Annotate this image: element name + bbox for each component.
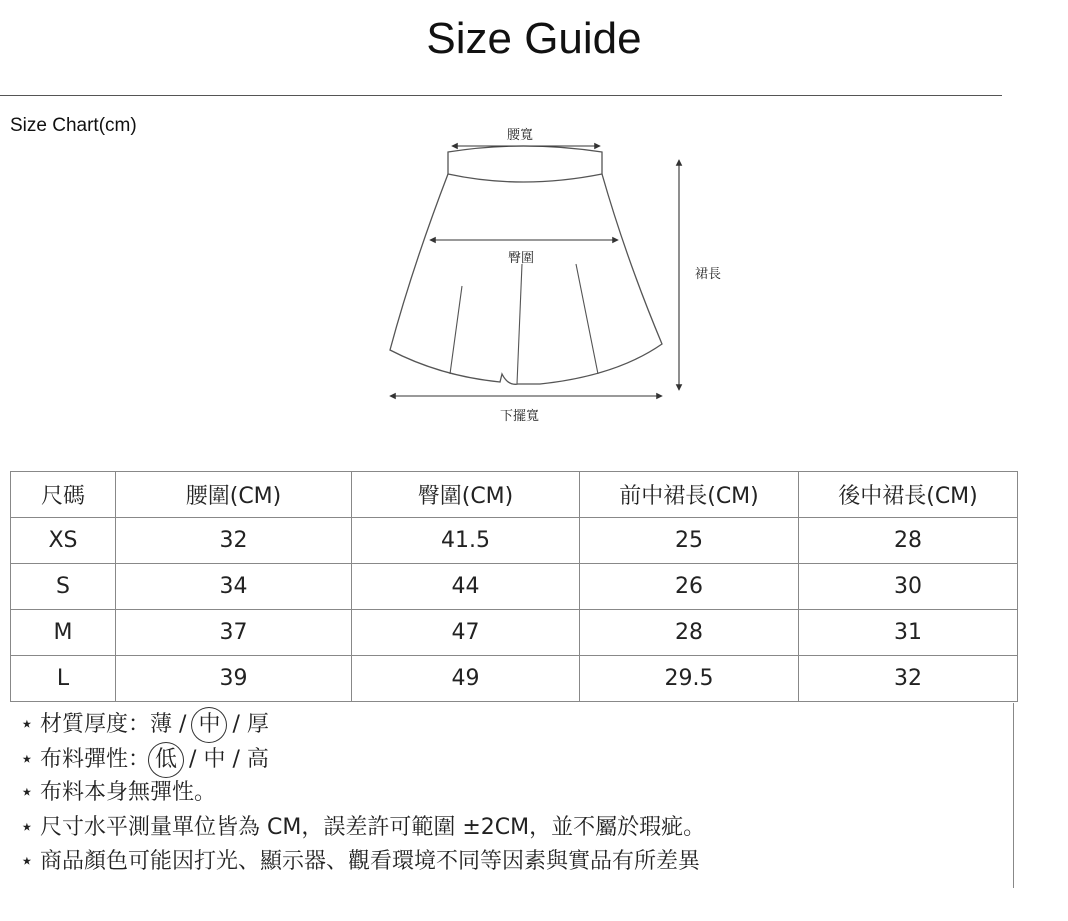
pleat-line: [450, 286, 462, 374]
note-label: 布料彈性：: [40, 746, 151, 772]
note-text: 布料本身無彈性。: [40, 780, 217, 805]
option-medium-selected: 中: [191, 707, 227, 743]
table-cell: 49: [352, 656, 580, 702]
note-text: 商品顏色可能因打光、顯示器、觀看環境不同等因素與實品有所差異: [40, 849, 701, 874]
table-cell: 25: [580, 518, 799, 564]
table-cell: 32: [116, 518, 352, 564]
hip-label: 臀圍: [508, 251, 535, 266]
note-text: 尺寸水平測量單位皆為 CM，誤差許可範圍 ±2CM，並不屬於瑕疵。: [40, 814, 706, 840]
table-cell: 32: [799, 656, 1018, 702]
table-cell: 28: [580, 610, 799, 656]
title-divider: [0, 95, 1002, 96]
table-cell: 39: [116, 656, 352, 702]
notes-list: [20, 707, 705, 880]
star-icon: ⋆: [20, 849, 34, 874]
table-cell: 26: [580, 564, 799, 610]
option-low-selected: 低: [148, 742, 184, 778]
table-row: [11, 656, 1018, 702]
table-cell: 37: [116, 610, 352, 656]
note-measurement: [20, 811, 705, 846]
table-row: [11, 564, 1018, 610]
table-row: [11, 610, 1018, 656]
note-label: 材質厚度：: [40, 712, 151, 737]
option-medium: 中: [203, 746, 226, 772]
table-cell: 28: [799, 518, 1018, 564]
size-table: [10, 471, 1018, 702]
note-elasticity: [20, 742, 705, 777]
skirt-body-shape: [390, 174, 662, 384]
size-chart-label: Size Chart(cm): [10, 115, 137, 136]
option-thick: 厚: [246, 712, 269, 737]
note-color: [20, 845, 705, 880]
table-cell: 31: [799, 610, 1018, 656]
hem-label: 下擺寬: [500, 409, 540, 424]
star-icon: ⋆: [20, 814, 34, 840]
table-cell: 34: [116, 564, 352, 610]
option-separator: /: [172, 712, 194, 737]
table-row: [11, 518, 1018, 564]
notes-border: [1013, 703, 1014, 888]
table-header-row: [11, 472, 1018, 518]
table-cell: XS: [11, 518, 116, 564]
page-title: Size Guide: [426, 14, 642, 63]
note-thickness: [20, 707, 705, 742]
option-separator: /: [225, 746, 247, 772]
length-label: 裙長: [695, 267, 722, 282]
waist-label: 腰寬: [507, 128, 534, 143]
table-cell: M: [11, 610, 116, 656]
option-thin: 薄: [150, 712, 173, 737]
pleat-line: [576, 264, 598, 374]
table-cell: 30: [799, 564, 1018, 610]
table-cell: L: [11, 656, 116, 702]
pleat-line: [517, 264, 522, 384]
header-cell: 前中裙長(CM): [580, 472, 799, 518]
note-no-stretch: [20, 776, 705, 811]
skirt-waistband-shape: [448, 146, 602, 182]
header-cell: 尺碼: [11, 472, 116, 518]
option-separator: /: [225, 712, 247, 737]
option-separator: /: [182, 746, 204, 772]
option-high: 高: [246, 746, 269, 772]
table-cell: 44: [352, 564, 580, 610]
star-icon: ⋆: [20, 712, 34, 737]
star-icon: ⋆: [20, 746, 34, 772]
table-cell: 47: [352, 610, 580, 656]
skirt-diagram: [380, 118, 722, 428]
star-icon: ⋆: [20, 780, 34, 805]
table-cell: 29.5: [580, 656, 799, 702]
header-cell: 臀圍(CM): [352, 472, 580, 518]
table-cell: 41.5: [352, 518, 580, 564]
header-cell: 腰圍(CM): [116, 472, 352, 518]
header-cell: 後中裙長(CM): [799, 472, 1018, 518]
table-cell: S: [11, 564, 116, 610]
